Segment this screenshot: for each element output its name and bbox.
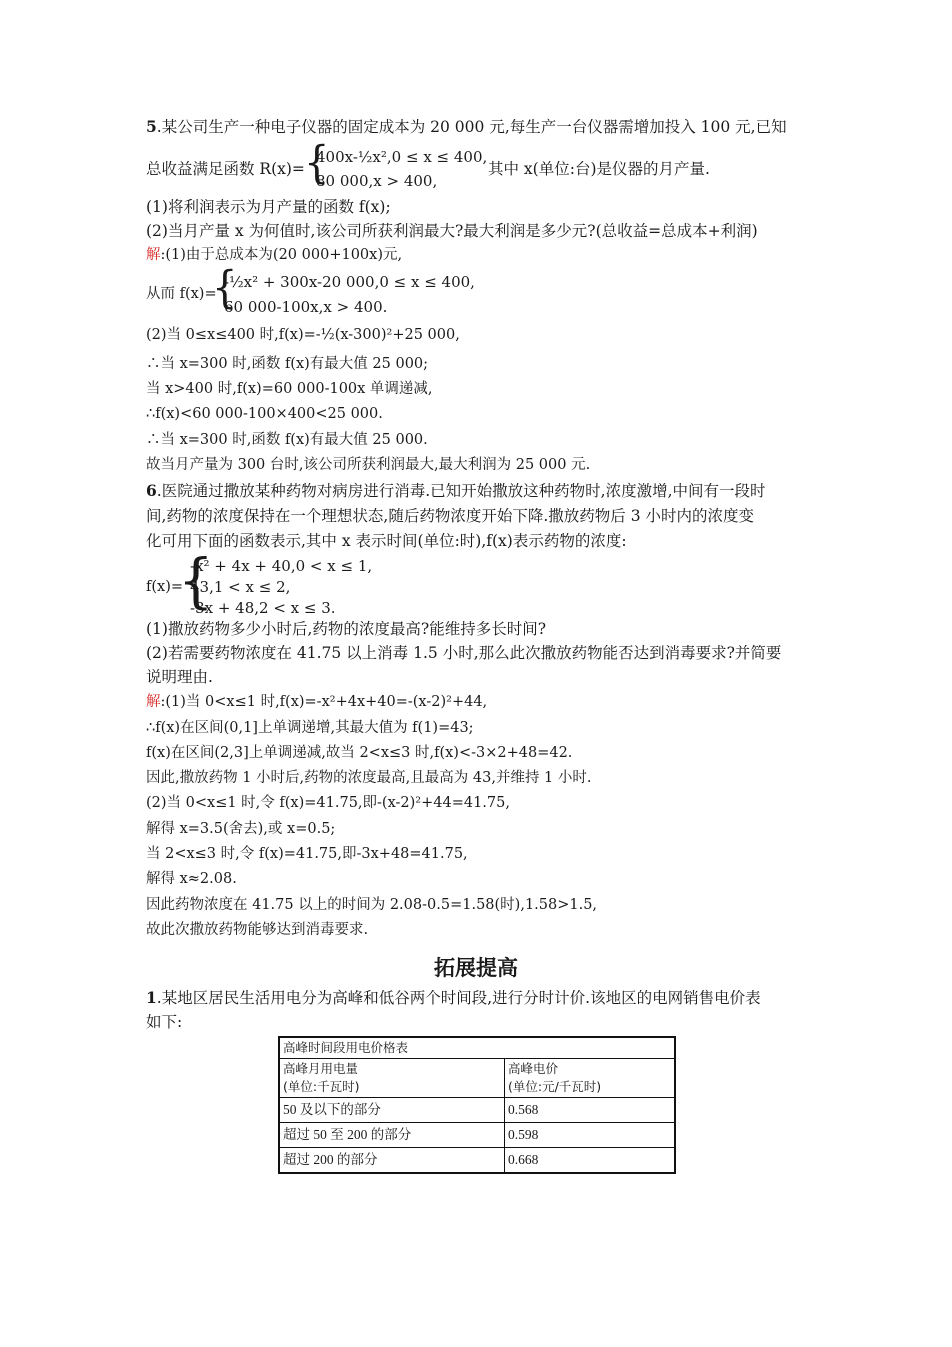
solution-6-line-5: (2)当 0<x≤1 时,令 f(x)=41.75,即-(x-2)²+44=41.75, — [146, 795, 510, 811]
table-row — [279, 1123, 675, 1148]
solution-5-line-4: ∴当 x=300 时,函数 f(x)有最大值 25 000; — [146, 356, 429, 372]
price-cell: 0.568 — [505, 1098, 676, 1123]
problem-5-revenue-suffix: 其中 x(单位:台)是仪器的月产量. — [488, 160, 710, 178]
table-row — [279, 1098, 675, 1123]
problem-number: 1 — [146, 988, 157, 1007]
solution-6-line-3: f(x)在区间(2,3]上单调递减,故当 2<x≤3 时,f(x)<-3×2+48=42. — [146, 745, 573, 761]
problem-5-line-1 — [146, 116, 787, 138]
problem-6-line-2: 间,药物的浓度保持在一个理想状态,随后药物浓度开始下降.撒放药物后 3 小时内的浓度变 — [146, 507, 754, 525]
solution-5-line-3: (2)当 0≤x≤400 时,f(x)=-½(x-300)²+25 000, — [146, 327, 460, 343]
header-usage-unit: (单位:千瓦时) — [283, 1079, 360, 1094]
problem-1-line-1 — [146, 987, 761, 1009]
solution-6-line-2: ∴f(x)在区间(0,1]上单调递增,其最大值为 f(1)=43; — [146, 720, 474, 736]
solution-label: 解 — [146, 694, 161, 710]
profit-case-1: -½x² + 300x-20 000,0 ≤ x ≤ 400, — [224, 273, 475, 291]
header-usage-label: 高峰月用电量 — [283, 1061, 359, 1076]
revenue-case-2: 80 000,x > 400, — [316, 172, 438, 190]
problem-1-line-2: 如下: — [146, 1013, 183, 1031]
concentration-function-prefix: f(x)= — [146, 579, 184, 595]
solution-6-line-1 — [146, 691, 487, 713]
solution-5-line-5: 当 x>400 时,f(x)=60 000-100x 单调递减, — [146, 381, 433, 397]
price-cell: 0.598 — [505, 1123, 676, 1148]
problem-6-line-3: 化可用下面的函数表示,其中 x 表示时间(单位:时),f(x)表示药物的浓度: — [146, 532, 627, 550]
header-usage — [279, 1059, 505, 1098]
solution-6-line-10: 故此次撒放药物能够达到消毒要求. — [146, 922, 369, 938]
header-price-unit: (单位:元/千瓦时) — [508, 1079, 602, 1094]
solution-6-line-8: 解得 x≈2.08. — [146, 871, 237, 887]
solution-text: :(1)由于总成本为(20 000+100x)元, — [160, 247, 403, 263]
problem-5-question-1: (1)将利润表示为月产量的函数 f(x); — [146, 198, 391, 216]
problem-6-question-1: (1)撒放药物多少小时后,药物的浓度最高?能维持多长时间? — [146, 620, 547, 638]
problem-text: .医院通过撒放某种药物对病房进行消毒.已知开始撒放这种药物时,浓度激增,中间有一段时 — [156, 482, 766, 500]
section-title: 拓展提高 — [434, 956, 518, 980]
electricity-price-table — [278, 1036, 676, 1174]
problem-number: 5 — [146, 117, 157, 136]
header-price — [505, 1059, 676, 1098]
solution-label: 解 — [146, 247, 161, 263]
table-header-row — [279, 1059, 675, 1098]
problem-number: 6 — [146, 481, 157, 500]
problem-text: .某公司生产一种电子仪器的固定成本为 20 000 元,每生产一台仪器需增加投入 100 元,已知 — [156, 118, 787, 136]
problem-5-question-2: (2)当月产量 x 为何值时,该公司所获利润最大?最大利润是多少元?(总收益=总成本+利润) — [146, 222, 758, 240]
table-title-row — [279, 1037, 675, 1059]
brace-symbol: { — [212, 262, 238, 314]
problem-5-revenue-prefix: 总收益满足函数 R(x)= — [146, 160, 305, 178]
problem-6-question-2b: 说明理由. — [146, 668, 213, 686]
usage-range-cell: 超过 50 至 200 的部分 — [279, 1123, 505, 1148]
solution-5-line-1 — [146, 244, 402, 266]
usage-range-cell: 50 及以下的部分 — [279, 1098, 505, 1123]
concentration-case-2: 43,1 < x ≤ 2, — [190, 578, 291, 596]
solution-6-line-4: 因此,撒放药物 1 小时后,药物的浓度最高,且最高为 43,并维持 1 小时. — [146, 770, 592, 786]
problem-6-line-1 — [146, 480, 766, 502]
solution-6-line-7: 当 2<x≤3 时,令 f(x)=41.75,即-3x+48=41.75, — [146, 846, 468, 862]
revenue-case-1: 400x-½x²,0 ≤ x ≤ 400, — [316, 148, 488, 166]
profit-case-2: 60 000-100x,x > 400. — [224, 298, 388, 316]
problem-text: .某地区居民生活用电分为高峰和低谷两个时间段,进行分时计价.该地区的电网销售电价表 — [156, 989, 761, 1007]
table-row — [279, 1148, 675, 1174]
problem-6-question-2a: (2)若需要药物浓度在 41.75 以上消毒 1.5 小时,那么此次撒放药物能否达到消毒要求?并简要 — [146, 644, 782, 662]
brace-symbol: { — [304, 137, 330, 189]
table-title: 高峰时间段用电价格表 — [279, 1037, 675, 1059]
solution-5-line-7: ∴当 x=300 时,函数 f(x)有最大值 25 000. — [146, 432, 428, 448]
usage-range-cell: 超过 200 的部分 — [279, 1148, 505, 1174]
brace-symbol: { — [178, 547, 214, 616]
solution-6-line-6: 解得 x=3.5(舍去),或 x=0.5; — [146, 821, 336, 837]
solution-text: :(1)当 0<x≤1 时,f(x)=-x²+4x+40=-(x-2)²+44, — [160, 694, 488, 710]
solution-5-profit-prefix: 从而 f(x)= — [146, 286, 217, 302]
concentration-case-3: -3x + 48,2 < x ≤ 3. — [190, 599, 336, 617]
solution-6-line-9: 因此药物浓度在 41.75 以上的时间为 2.08-0.5=1.58(时),1.58>1.5, — [146, 897, 598, 913]
solution-5-line-6: ∴f(x)<60 000-100×400<25 000. — [146, 406, 383, 422]
header-price-label: 高峰电价 — [508, 1061, 559, 1076]
concentration-case-1: -x² + 4x + 40,0 < x ≤ 1, — [190, 557, 373, 575]
price-cell: 0.668 — [505, 1148, 676, 1174]
solution-5-line-8: 故当月产量为 300 台时,该公司所获利润最大,最大利润为 25 000 元. — [146, 457, 591, 473]
